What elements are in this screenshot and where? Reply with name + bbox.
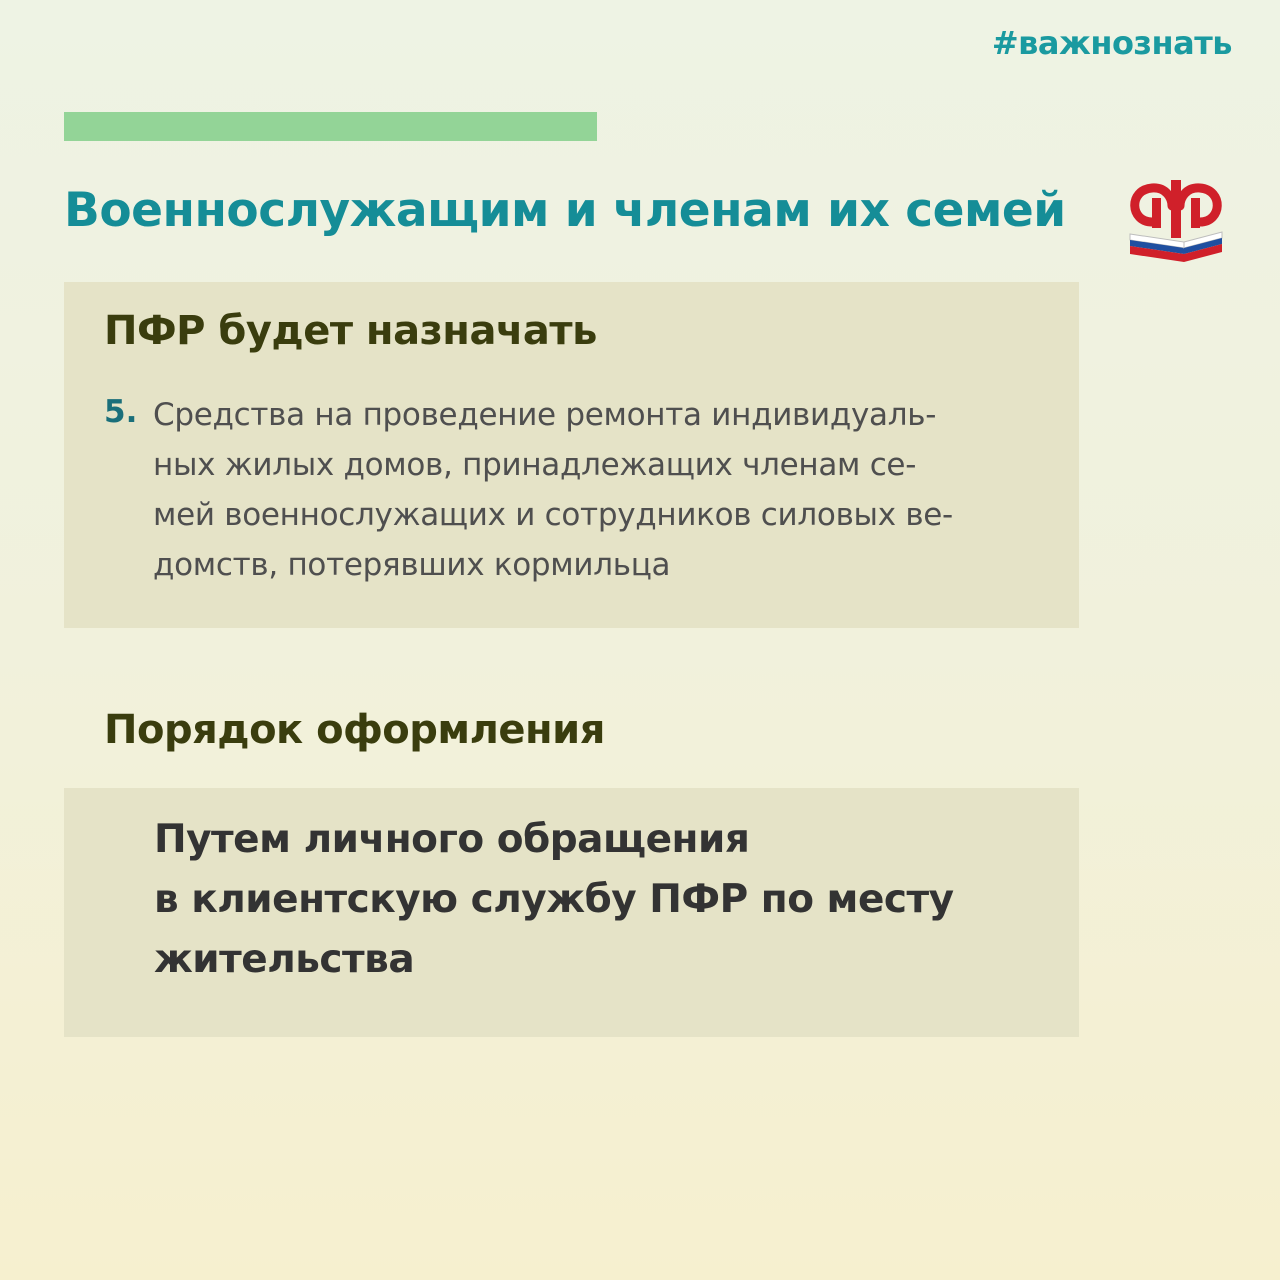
pfr-logo-icon (1122, 176, 1232, 268)
item-text-line: мей военнослужащих и сотрудников силовых ве- (153, 497, 953, 533)
procedure-card (64, 788, 1079, 1037)
item-text (153, 390, 1053, 590)
item-text-line: Средства на проведение ремонта индивидуаль- (153, 397, 937, 433)
page-title: Военнослужащим и членам их семей (64, 183, 1066, 238)
hashtag: #важнознать (991, 24, 1232, 62)
accent-bar (64, 112, 597, 141)
procedure-title: Порядок оформления (104, 707, 605, 753)
procedure-text (154, 810, 1034, 990)
procedure-text-line: Путем личного обращения (154, 817, 750, 862)
item-text-line: ных жилых домов, принадлежащих членам се- (153, 447, 917, 483)
item-text-line: домств, потерявших кормильца (153, 547, 671, 583)
procedure-text-line: жительства (154, 937, 415, 982)
item-number: 5. (104, 394, 138, 430)
procedure-text-line: в клиентскую службу ПФР по месту (154, 877, 954, 922)
assign-card-title: ПФР будет назначать (104, 308, 597, 354)
assign-card (64, 282, 1079, 628)
